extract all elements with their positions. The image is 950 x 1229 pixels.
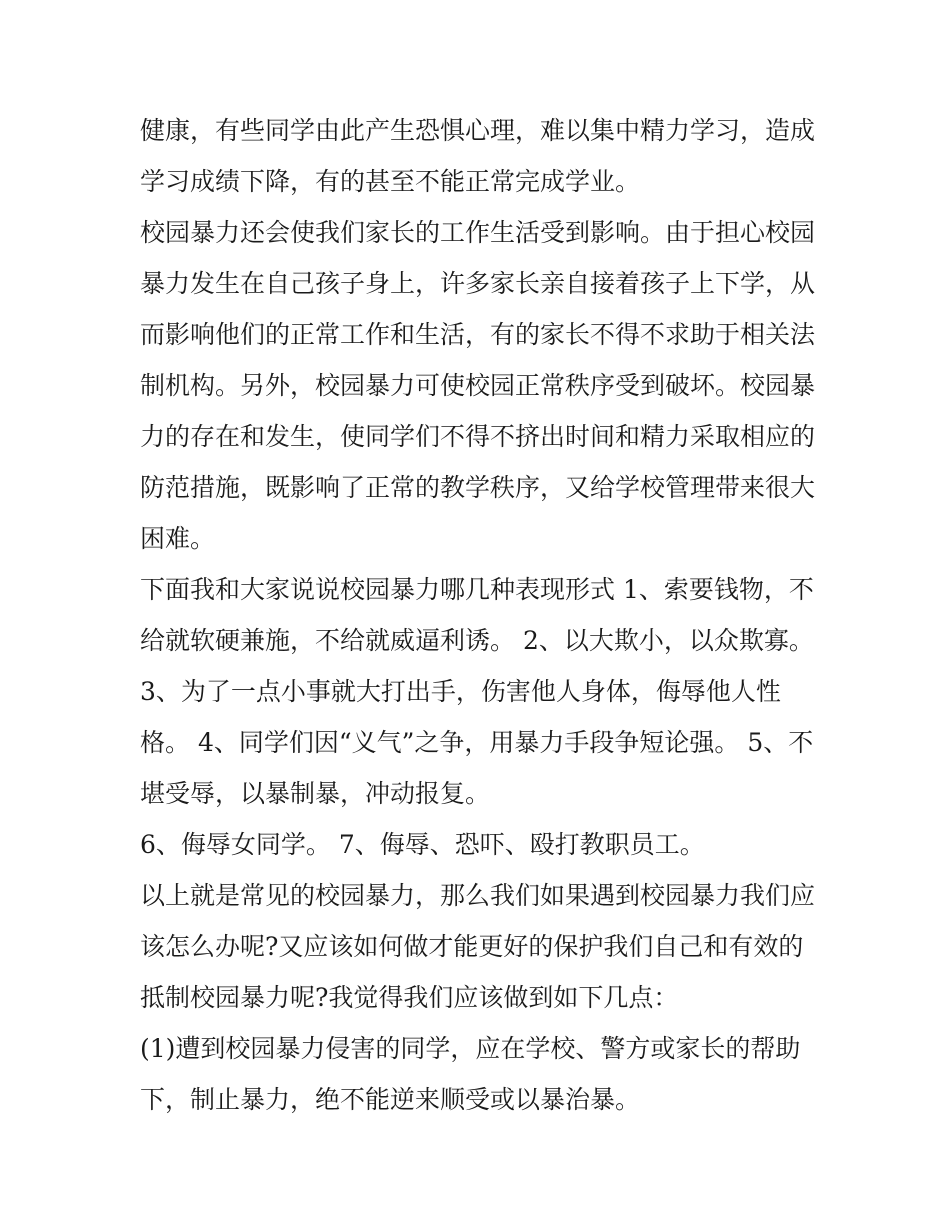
paragraph-2: 校园暴力还会使我们家长的工作生活受到影响。由于担心校园 暴力发生在自己孩子身上，许多家长亲自接着孩子上下学，从 而影响他们的正常工作和生活，有的家长不得不求助于相关法 制机构。另外，校园暴力可使校园正常秩序受到破坏。校园暴 力的存在和发生，使同学们不得不挤出时间和精力采取相应的 防范措施，既影响了正常的教学秩序，又给学校管理带来很大 困难。 [140, 218, 816, 553]
paragraph-3: 下面我和大家说说校园暴力哪几种表现形式 1、索要钱物，不 给就软硬兼施，不给就威逼利诱。 2、以大欺小，以众欺寡。 3、为了一点小事就大打出手，伤害他人身体，侮辱他人性 格。 4、同学们因“义气”之争，用暴力手段争短论强。 5、不 堪受辱，以暴制暴，冲动报复。 [140, 575, 814, 808]
document-body [140, 105, 820, 1125]
paragraph-1: 健康，有些同学由此产生恐惧心理，难以集中精力学习，造成 学习成绩下降，有的甚至不能正常完成学业。 [140, 116, 816, 196]
paragraph-5: 以上就是常见的校园暴力，那么我们如果遇到校园暴力我们应 该怎么办呢?又应该如何做才能更好的保护我们自己和有效的 抵制校园暴力呢?我觉得我们应该做到如下几点： [140, 881, 816, 1012]
paragraph-6: (1)遭到校园暴力侵害的同学，应在学校、警方或家长的帮助 下，制止暴力，绝不能逆来顺受或以暴治暴。 [140, 1034, 801, 1114]
paragraph-4: 6、侮辱女同学。 7、侮辱、恐吓、殴打教职员工。 [140, 830, 705, 859]
